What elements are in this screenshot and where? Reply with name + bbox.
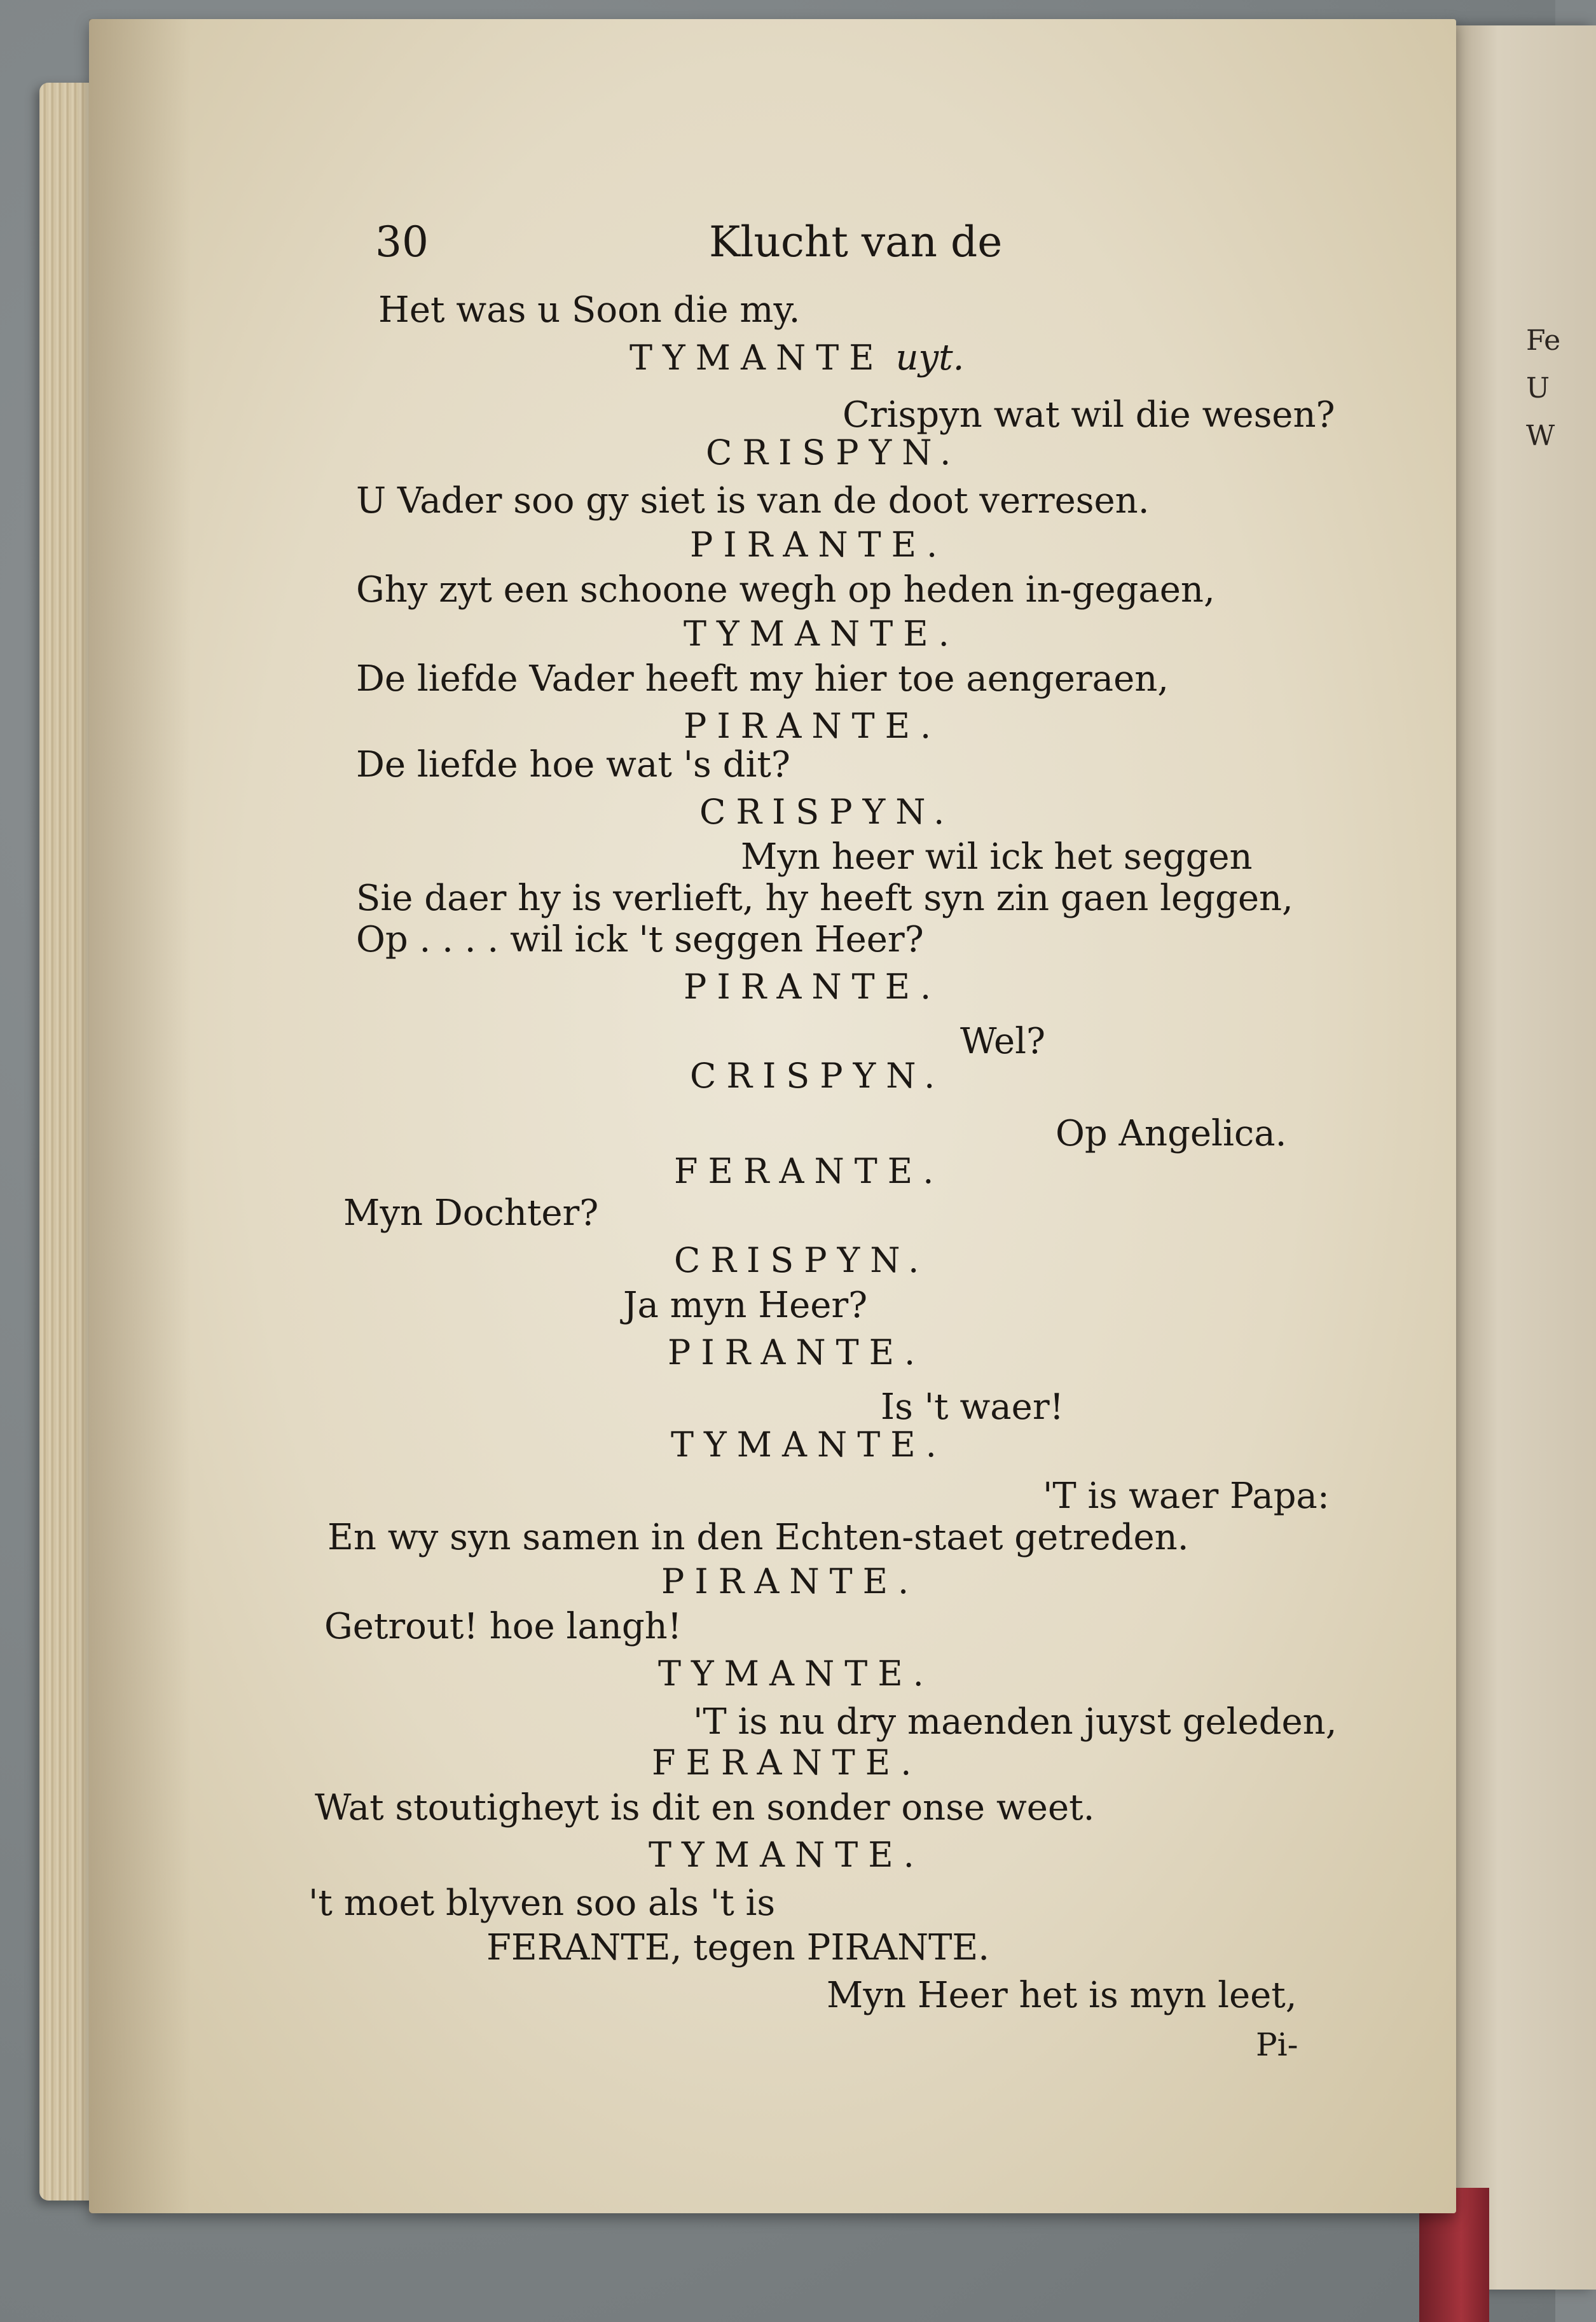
speaker-heading: PIRANTE. [684,706,942,746]
next-page-fragment: Fe [1526,324,1561,357]
dialogue-line: Op Angelica. [1056,1113,1287,1154]
dialogue-line: Myn Dochter? [343,1192,599,1234]
dialogue-line: De liefde hoe wat 's dit? [356,744,790,785]
speaker-heading: TYMANTE. [684,614,960,654]
dialogue-line: Het was u Soon die my. [378,289,801,331]
dialogue-line: Sie daer hy is verlieft, hy heeft syn zin gaen leggen, [356,878,1293,919]
dialogue-line: Myn heer wil ick het seggen [741,836,1253,878]
dialogue-line: Getrout! hoe langh! [324,1606,682,1647]
dialogue-line: Op . . . . wil ick 't seggen Heer? [356,919,924,960]
dialogue-line: Crispyn wat wil die wesen? [843,394,1335,436]
speaker-heading: FERANTE. [652,1743,922,1783]
speaker-heading [629,337,965,378]
dialogue-line: Wat stoutigheyt is dit en sonder onse weet. [315,1787,1095,1828]
speaker-heading: FERANTE. [674,1151,944,1191]
speaker-heading: TYMANTE. [658,1654,934,1694]
speaker-heading: PIRANTE. [661,1561,919,1601]
running-title: Klucht van de [709,218,1003,266]
stage-direction: FERANTE, tegen PIRANTE. [486,1927,990,1968]
speaker-heading: TYMANTE. [649,1835,925,1875]
book-page [89,19,1456,2213]
dialogue-line: Ghy zyt een schoone wegh op heden in-gegaen, [356,569,1215,611]
dialogue-line: 'T is nu dry maenden juyst geleden, [693,1701,1337,1743]
speaker-name: TYMANTE [629,338,884,378]
dialogue-line: U Vader soo gy siet is van de doot verresen. [356,480,1150,522]
dialogue-line: Wel? [960,1021,1046,1062]
page-number: 30 [375,218,429,266]
stage-direction: uyt. [895,337,965,378]
speaker-heading: PIRANTE. [684,967,942,1007]
dialogue-line: En wy syn samen in den Echten-staet getreden. [327,1517,1189,1558]
dialogue-line: 't moet blyven soo als 't is [308,1883,776,1924]
next-page-fragment: U [1526,372,1550,404]
speaker-heading: CRISPYN. [674,1240,930,1280]
next-page-edge [1456,25,1596,2290]
speaker-heading: TYMANTE. [671,1425,947,1465]
dialogue-line: De liefde Vader heeft my hier toe aengeraen, [356,658,1169,700]
dialogue-line: Is 't waer! [881,1386,1064,1428]
speaker-heading: CRISPYN. [706,432,961,473]
speaker-heading: PIRANTE. [690,525,948,565]
speaker-heading: CRISPYN. [699,792,955,832]
dialogue-line: 'T is waer Papa: [1043,1475,1330,1517]
speaker-heading: CRISPYN. [690,1056,946,1096]
speaker-heading: PIRANTE. [668,1332,926,1372]
catchword: Pi- [1256,2026,1298,2063]
page-text [89,19,1456,2213]
next-page-fragment: W [1526,420,1555,452]
dialogue-line: Myn Heer het is myn leet, [827,1975,1297,2016]
dialogue-line: Ja myn Heer? [623,1285,868,1326]
